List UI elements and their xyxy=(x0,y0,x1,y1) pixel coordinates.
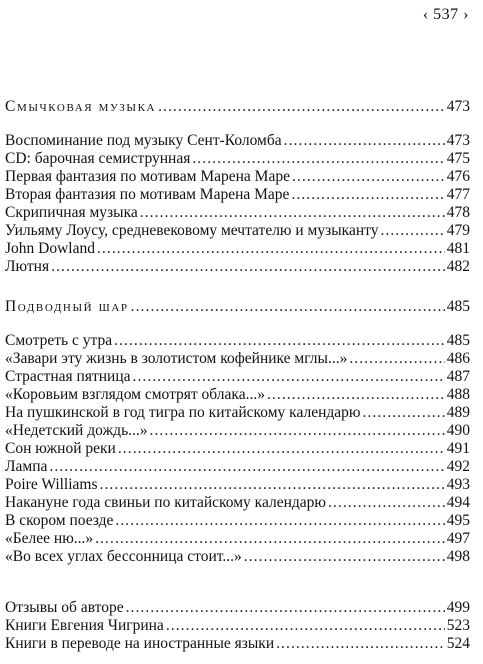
toc-page-number: 475 xyxy=(446,150,470,167)
toc-entry[interactable] xyxy=(5,530,470,548)
toc-entry[interactable] xyxy=(5,494,470,512)
dot-leader xyxy=(328,494,445,512)
toc-page-number: 524 xyxy=(446,635,470,652)
toc-entry[interactable] xyxy=(5,222,470,240)
toc-entry[interactable] xyxy=(5,635,470,653)
toc-entry-title: Скрипичная музыка xyxy=(5,204,138,221)
toc-page-number: 493 xyxy=(446,476,470,493)
toc-page-number: 473 xyxy=(446,98,470,115)
dot-leader xyxy=(100,476,445,494)
toc-entry[interactable] xyxy=(5,204,470,222)
toc-page-number: 494 xyxy=(446,494,470,511)
toc-entry-title: Уильяму Лоусу, средневековому мечтателю и музыканту xyxy=(5,222,379,239)
toc-page-number: 523 xyxy=(446,617,470,634)
toc-entry-title: Смотреть с утра xyxy=(5,332,113,349)
toc-entry[interactable] xyxy=(5,132,470,150)
dot-leader xyxy=(291,186,444,204)
toc-entry[interactable] xyxy=(5,440,470,458)
dot-leader xyxy=(292,168,445,186)
toc-entry-title: «Коровьим взглядом смотрят облака...» xyxy=(5,386,265,403)
dot-leader xyxy=(380,222,444,240)
toc-page-number: 497 xyxy=(446,530,470,547)
toc-entry[interactable] xyxy=(5,512,470,530)
toc-entry-title: Лютня xyxy=(5,258,50,275)
toc-page-number: 477 xyxy=(446,186,470,203)
dot-leader xyxy=(284,132,445,150)
dot-leader xyxy=(49,458,444,476)
dot-leader xyxy=(95,530,445,548)
toc-entry[interactable] xyxy=(5,258,470,276)
toc-page-number: 498 xyxy=(446,548,470,565)
toc-entry-title: Страстная пятница xyxy=(5,368,131,385)
dot-leader xyxy=(244,548,445,566)
toc-page-number: 485 xyxy=(446,332,470,349)
dot-leader xyxy=(133,368,445,386)
toc-entry-title: «Белее ню...» xyxy=(5,530,94,547)
toc-entry-title: Первая фантазия по мотивам Марена Маре xyxy=(5,168,290,185)
dot-leader xyxy=(192,150,444,168)
toc-entry-title: Книги в переводе на иностранные языки xyxy=(5,635,275,652)
toc-page-number: 482 xyxy=(446,258,470,275)
toc-entry-title: Воспоминание под музыку Сент-Коломба xyxy=(5,132,282,149)
toc-page-number: 476 xyxy=(446,168,470,185)
toc-page-number: 488 xyxy=(446,386,470,403)
toc-entry[interactable] xyxy=(5,350,470,368)
toc-entry[interactable] xyxy=(5,386,470,404)
dot-leader xyxy=(140,204,445,222)
dot-leader xyxy=(267,386,445,404)
toc-section-heading[interactable] xyxy=(5,98,470,116)
toc-entry-title: CD: барочная семиструнная xyxy=(5,150,191,167)
toc-entry-title: В скором поезде xyxy=(5,512,114,529)
toc-page-number: 487 xyxy=(446,368,470,385)
dot-leader xyxy=(126,599,445,617)
toc-page-number: 491 xyxy=(446,440,470,457)
toc-section-title: Смычковая музыка xyxy=(5,98,157,115)
toc-page-number: 473 xyxy=(446,132,470,149)
toc-page-number: 479 xyxy=(446,222,470,239)
dot-leader xyxy=(131,298,445,316)
dot-leader xyxy=(114,332,445,350)
dot-leader xyxy=(166,617,445,635)
toc-entry[interactable] xyxy=(5,186,470,204)
toc-entry-title: На пушкинской в год тигра по китайскому календарю xyxy=(5,404,361,421)
dot-leader xyxy=(362,404,444,422)
toc-entry-title: «Завари эту жизнь в золотистом кофейнике мглы...» xyxy=(5,350,348,367)
toc-entry[interactable] xyxy=(5,332,470,350)
toc-page-number: 495 xyxy=(446,512,470,529)
dot-leader xyxy=(349,350,444,368)
toc-entry[interactable] xyxy=(5,476,470,494)
toc-entry[interactable] xyxy=(5,599,470,617)
dot-leader xyxy=(158,98,445,116)
dot-leader xyxy=(118,440,445,458)
toc-entry-title: John Dowland xyxy=(5,240,95,257)
toc-page-number: 489 xyxy=(446,404,470,421)
toc-entry[interactable] xyxy=(5,548,470,566)
toc-entry-title: «Недетский дождь...» xyxy=(5,422,148,439)
toc-entry[interactable] xyxy=(5,422,470,440)
toc-entry-title: Книги Евгения Чигрина xyxy=(5,617,164,634)
toc-entry[interactable] xyxy=(5,168,470,186)
toc-entry-title: Накануне года свиньи по китайскому календарю xyxy=(5,494,326,511)
dot-leader xyxy=(51,258,445,276)
toc-page-number: 486 xyxy=(446,350,470,367)
toc-entry[interactable] xyxy=(5,150,470,168)
toc-page-number: 490 xyxy=(446,422,470,439)
dot-leader xyxy=(115,512,444,530)
toc-page-number: 485 xyxy=(446,298,470,315)
toc-page-number: 499 xyxy=(446,599,470,616)
dot-leader xyxy=(97,240,445,258)
toc-entry[interactable] xyxy=(5,368,470,386)
toc-entry[interactable] xyxy=(5,458,470,476)
toc-entry-title: Отзывы об авторе xyxy=(5,599,124,616)
dot-leader xyxy=(276,635,445,653)
toc-entry[interactable] xyxy=(5,617,470,635)
page-number: ‹ 537 › xyxy=(422,6,469,23)
toc-entry-title: «Во всех углах бессонница стоит...» xyxy=(5,548,242,565)
toc-page-number: 481 xyxy=(446,240,470,257)
toc-page-number: 492 xyxy=(446,458,470,475)
toc-section-heading[interactable] xyxy=(5,298,470,316)
toc-section-title: Подводный шар xyxy=(5,298,129,315)
toc-entry-title: Poire Williams xyxy=(5,476,98,493)
toc-entry[interactable] xyxy=(5,404,470,422)
toc-entry-title: Сон южной реки xyxy=(5,440,116,457)
toc-page-number: 478 xyxy=(446,204,470,221)
toc-entry[interactable] xyxy=(5,240,470,258)
dot-leader xyxy=(150,422,445,440)
toc-entry-title: Лампа xyxy=(5,458,48,475)
toc-entry-title: Вторая фантазия по мотивам Марена Маре xyxy=(5,186,290,203)
